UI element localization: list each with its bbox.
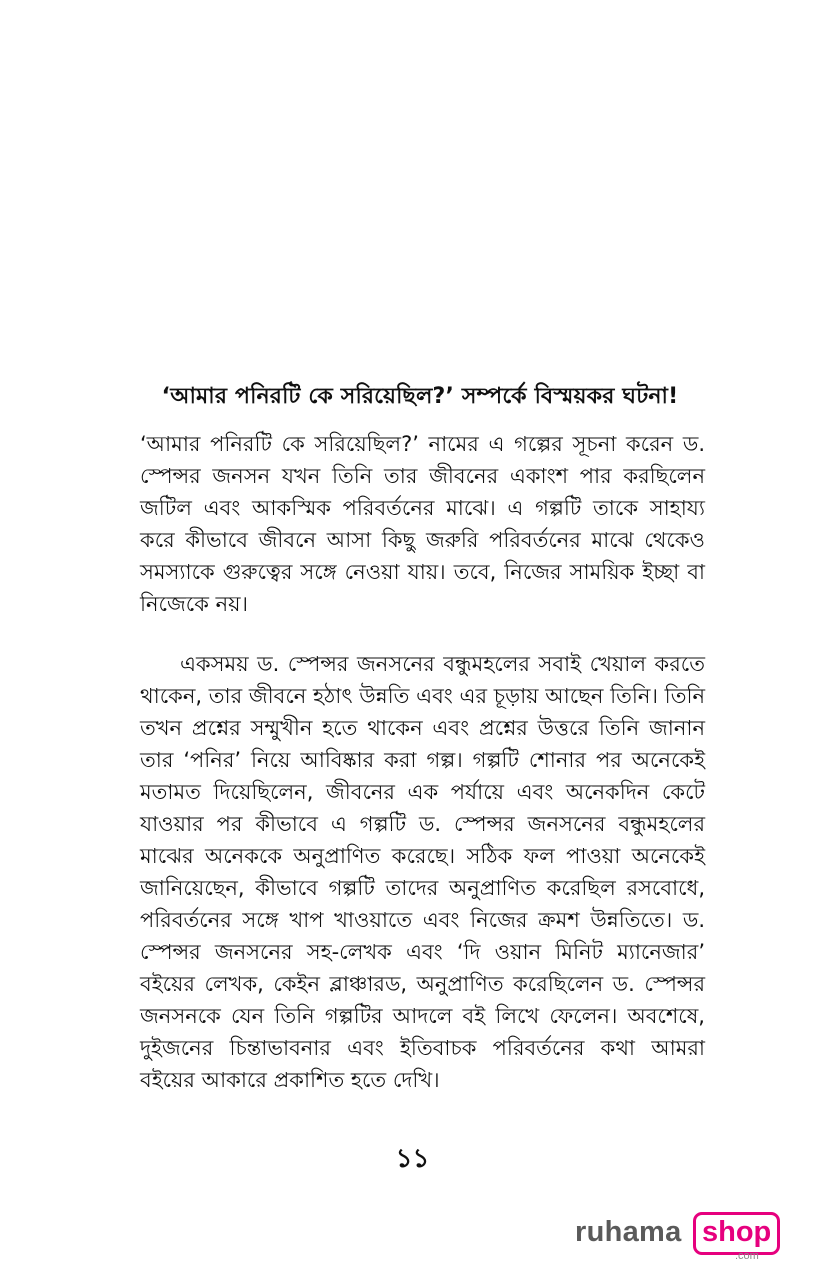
page-number: ১১ [395,1144,430,1174]
watermark-domain: .com [735,1250,759,1262]
watermark-brand-right: shop [693,1212,780,1255]
chapter-heading: ‘আমার পনিরটি কে সরিয়েছিল?’ সম্পর্কে বিস্ময়কর ঘটনা! [161,383,679,409]
paragraph-2: একসময় ড. স্পেন্সর জনসনের বন্ধুমহলের সবাই খেয়াল করতে থাকেন, তার জীবনে হঠাৎ উন্নতি এবং এর চূড়ায় আছেন তিনি। তিনি তখন প্রশ্নের সম্মুখীন হতে থাকেন এবং প্রশ্নের উত্তরে তিনি জানান তার ‘পনির’ নিয়ে আবিষ্কার করা গল্প। গল্পটি শোনার পর অনেকেই মতামত দিয়েছিলেন, জীবনের এক পর্যায়ে এবং অনেকদিন কেটে যাওয়ার পর কীভাবে এ গল্পটি ড. স্পেন্সর জনসনের বন্ধুমহলের মাঝের অনেককে অনুপ্রাণিত করেছে। সঠিক ফল পাওয়া অনেকেই জানিয়েছেন, কীভাবে গল্পটি তাদের অনুপ্রাণিত করেছিল রসবোধে, পরিবর্তনের সঙ্গে খাপ খাওয়াতে এবং নিজের ক্রমশ উন্নতিতে। ড. স্পেন্সর জনসনের সহ-লেখক এবং ‘দি ওয়ান মিনিট ম্যানেজার’ বইয়ের লেখক, কেইন ব্লাঞ্চারড, অনুপ্রাণিত করেছিলেন ড. স্পেন্সর জনসনকে যেন তিনি গল্পটির আদলে বই লিখে ফেলেন। অবশেষে, দুইজনের চিন্তাভাবনার এবং ইতিবাচক পরিবর্তনের কথা আমরা বইয়ের আকারে প্রকাশিত হতে দেখি। [140,652,705,1092]
watermark-brand-left: ruhama [575,1216,682,1248]
paragraph-1: ‘আমার পনিরটি কে সরিয়েছিল?’ নামের এ গল্পের সূচনা করেন ড. স্পেন্সর জনসন যখন তিনি তার জীবনের একাংশ পার করছিলেন জটিল এবং আকস্মিক পরিবর্তনের মাঝে। এ গল্পটি তাকে সাহায্য করে কীভাবে জীবনে আসা কিছু জরুরি পরিবর্তনের মাঝে থেকেও সমস্যাকে গুরুত্বের সঙ্গে নেওয়া যায়। তবে, নিজের সাময়িক ইচ্ছা বা নিজেকে নয়। [140,432,705,616]
watermark-logo [575,1212,775,1264]
